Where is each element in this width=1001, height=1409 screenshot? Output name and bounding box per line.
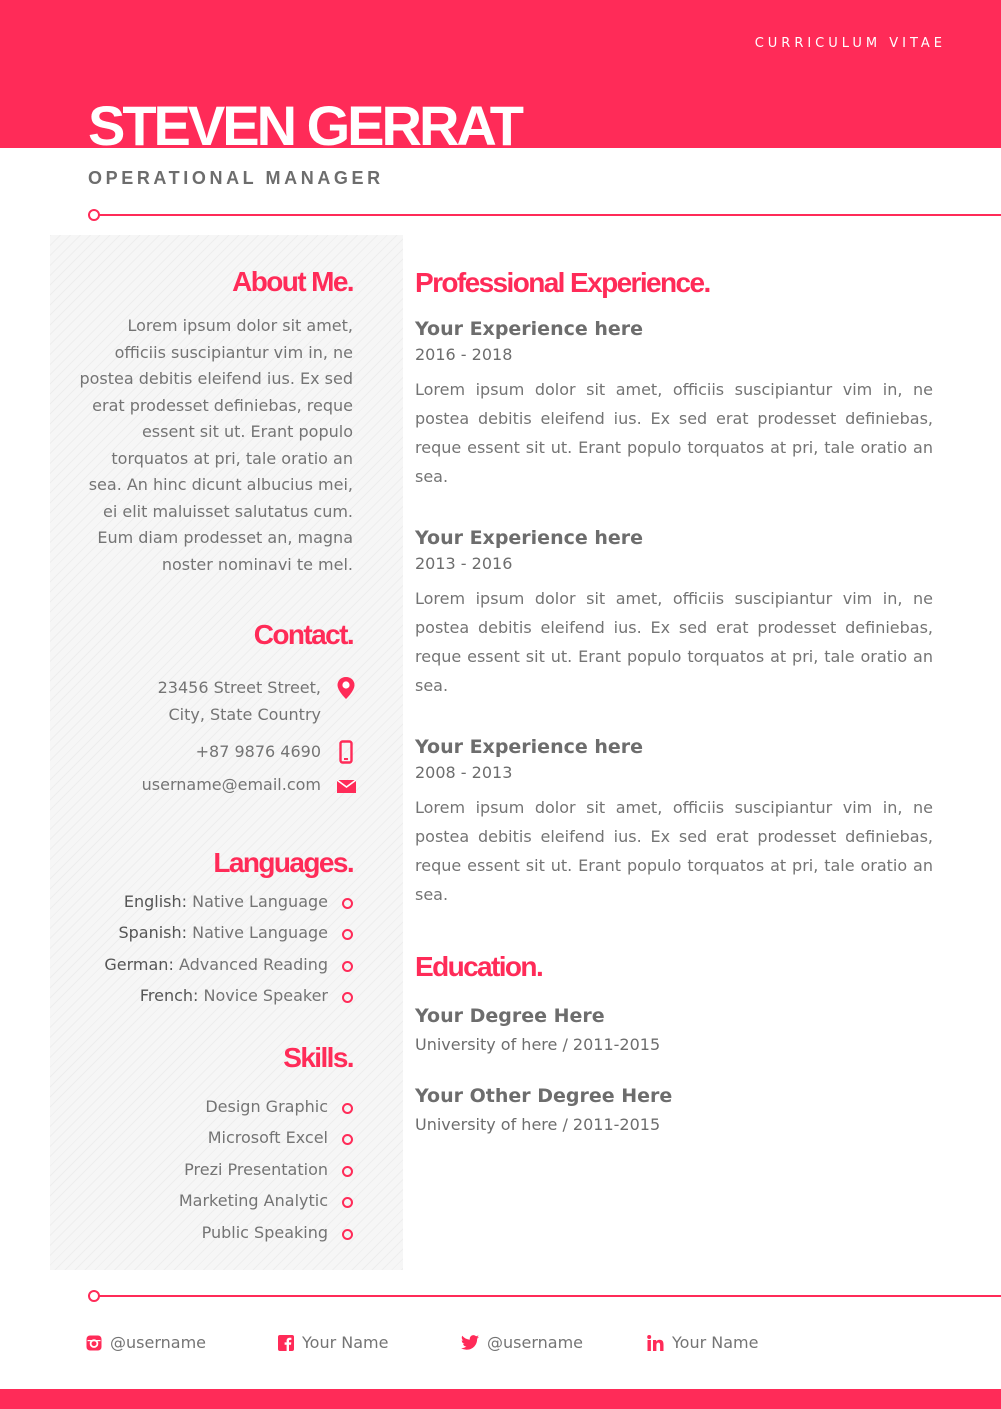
experience-title: Your Experience here [415, 527, 644, 549]
instagram-icon [86, 1335, 102, 1351]
languages-heading: Languages. [213, 847, 353, 878]
skills-heading: Skills. [283, 1042, 353, 1073]
bullet-icon [342, 992, 353, 1003]
social-linkedin[interactable] [647, 1333, 758, 1352]
candidate-name: STEVEN GERRAT [88, 94, 521, 157]
language-name: English: [123, 892, 188, 911]
experience-description: Lorem ipsum dolor sit amet, officiis suscipiantur vim in, ne postea debitis eleifend ius. Ex sed erat prodesset definiebas, reque essent sit ut. Erant populo torquatos at pri, tale oratio an sea. [415, 380, 933, 486]
skill-item: Microsoft Excel [207, 1128, 328, 1147]
skill-item: Prezi Presentation [184, 1160, 328, 1179]
contact-heading: Contact. [253, 619, 353, 650]
candidate-role: OPERATIONAL MANAGER [88, 168, 384, 188]
language-item [104, 955, 328, 974]
social-twitter[interactable] [461, 1333, 583, 1352]
social-instagram[interactable] [86, 1333, 206, 1352]
experience-dates: 2013 - 2016 [415, 554, 513, 573]
bullet-icon [342, 898, 353, 909]
bullet-icon [342, 961, 353, 972]
facebook-icon [278, 1335, 294, 1351]
document-label: CURRICULUM VITAE [754, 36, 946, 51]
education-degree: Your Degree Here [415, 1005, 605, 1027]
about-heading: About Me. [232, 266, 353, 297]
language-level: Novice Speaker [203, 986, 328, 1005]
envelope-icon [337, 780, 356, 793]
language-name: French: [139, 986, 199, 1005]
bullet-icon [342, 1197, 353, 1208]
experience-description: Lorem ipsum dolor sit amet, officiis suscipiantur vim in, ne postea debitis eleifend ius. Ex sed erat prodesset definiebas, reque essent sit ut. Erant populo torquatos at pri, tale oratio an sea. [415, 798, 933, 904]
linkedin-name: Your Name [672, 1333, 759, 1352]
experience-description: Lorem ipsum dolor sit amet, officiis suscipiantur vim in, ne postea debitis eleifend ius. Ex sed erat prodesset definiebas, reque essent sit ut. Erant populo torquatos at pri, tale oratio an sea. [415, 589, 933, 695]
phone-icon [339, 740, 353, 764]
education-school: University of here / 2011-2015 [415, 1115, 661, 1134]
header-divider [94, 214, 1001, 216]
social-facebook[interactable] [278, 1333, 388, 1352]
language-level: Advanced Reading [178, 955, 328, 974]
language-name: German: [104, 955, 174, 974]
language-name: Spanish: [118, 923, 188, 942]
about-text: Lorem ipsum dolor sit amet, officiis suscipiantur vim in, ne postea debitis eleifend ius. Ex sed erat prodesset definiebas, reque essent sit ut. Erant populo torquatos at pri, tale oratio an sea. An hinc dicunt albucius mei, ei elit maluisset salutatus cum. Eum diam prodesset an, magna noster nominavi te mel. [79, 316, 353, 574]
contact-address-line1: 23456 Street Street, [157, 678, 321, 697]
bullet-icon [342, 1166, 353, 1177]
twitter-handle: @username [487, 1333, 583, 1352]
education-school: University of here / 2011-2015 [415, 1035, 661, 1054]
experience-title: Your Experience here [415, 736, 644, 758]
skill-item: Marketing Analytic [178, 1191, 328, 1210]
language-level: Native Language [192, 923, 328, 942]
footer-divider-dot [88, 1290, 100, 1302]
language-item [124, 892, 328, 911]
footer-band [0, 1389, 1001, 1409]
location-pin-icon [336, 676, 356, 700]
skill-item: Public Speaking [201, 1223, 328, 1242]
experience-dates: 2008 - 2013 [415, 763, 513, 782]
contact-address-line2: City, State Country [168, 705, 321, 724]
bullet-icon [342, 929, 353, 940]
language-level: Native Language [192, 892, 328, 911]
instagram-handle: @username [110, 1333, 206, 1352]
linkedin-icon [647, 1335, 664, 1351]
bullet-icon [342, 1134, 353, 1145]
contact-email[interactable]: username@email.com [141, 775, 321, 794]
twitter-icon [461, 1335, 479, 1350]
header-divider-dot [88, 209, 100, 221]
facebook-name: Your Name [302, 1333, 389, 1352]
language-item [140, 986, 328, 1005]
experience-title: Your Experience here [415, 318, 644, 340]
contact-phone: +87 9876 4690 [195, 742, 321, 761]
skill-item: Design Graphic [205, 1097, 328, 1116]
education-degree: Your Other Degree Here [415, 1085, 673, 1107]
bullet-icon [342, 1229, 353, 1240]
language-item [118, 923, 328, 942]
experience-heading: Professional Experience. [415, 267, 710, 298]
experience-dates: 2016 - 2018 [415, 345, 513, 364]
bullet-icon [342, 1103, 353, 1114]
education-heading: Education. [415, 951, 543, 982]
footer-divider [94, 1295, 1001, 1297]
